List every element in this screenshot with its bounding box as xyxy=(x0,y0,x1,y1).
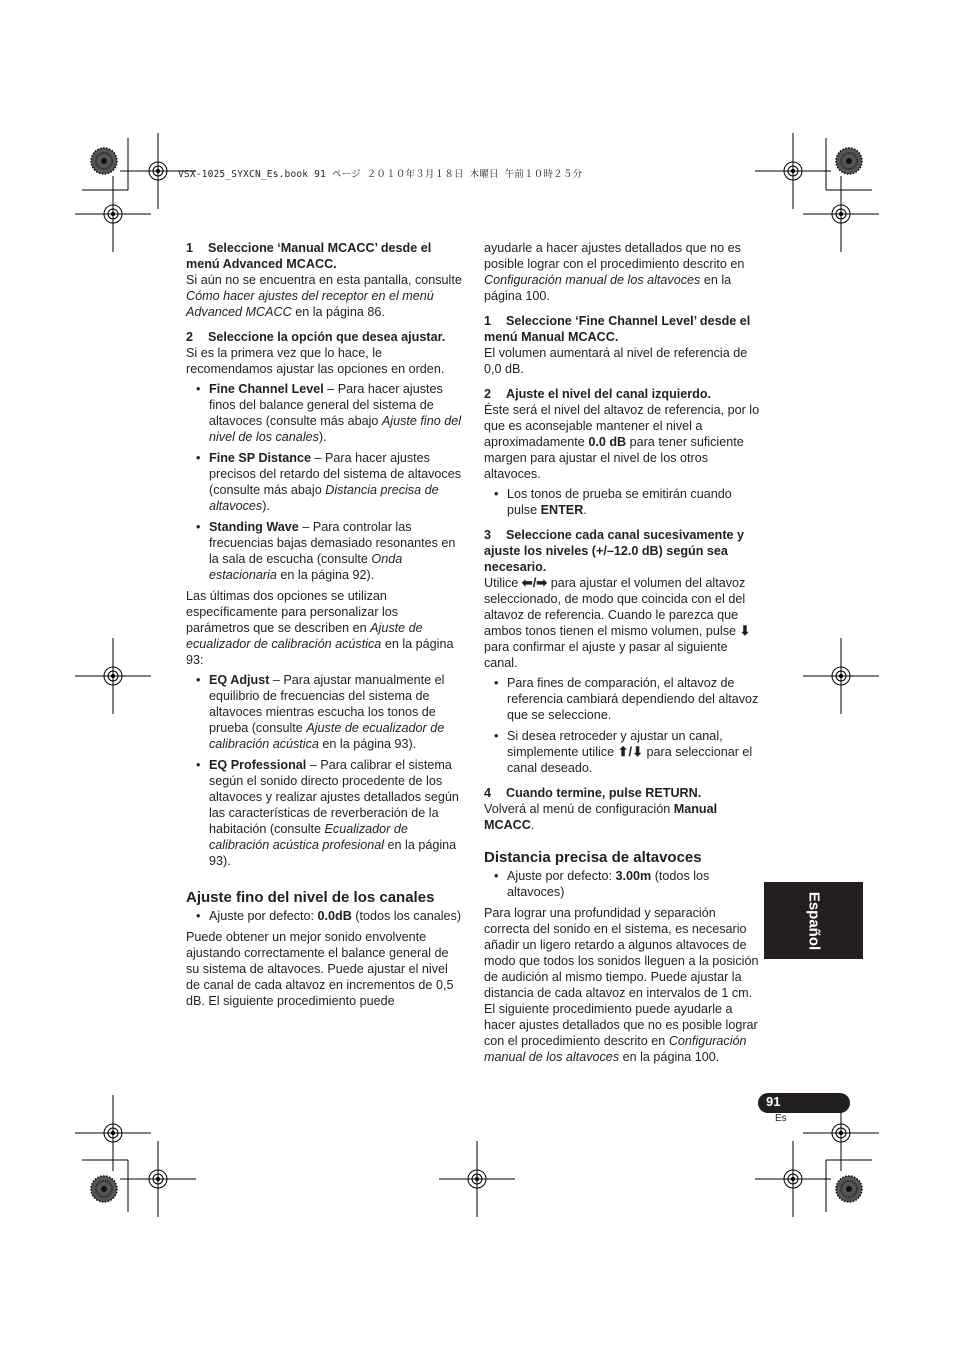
list-item: • Standing Wave – Para controlar las frecuencias bajas demasiado resonantes en la sala de escucha (consulte Onda estacionaria en la página 92). xyxy=(186,519,462,583)
left-right-arrow-icon: ⬅/➡ xyxy=(521,575,548,590)
fine-step-4-heading: 4 Cuando termine, pulse RETURN. xyxy=(484,786,702,800)
continued-paragraph: ayudarle a hacer ajustes detallados que no es posible lograr con el procedimiento descrito en Configuración manual de los altavoces en la página 100. xyxy=(484,241,745,303)
page-language-code: Es xyxy=(775,1113,787,1124)
option-list xyxy=(186,381,462,583)
step-2-heading: 2 Seleccione la opción que desea ajustar. xyxy=(186,330,446,344)
list-item: • Para fines de comparación, el altavoz de referencia cambiará dependiendo del altavoz que se seleccione. xyxy=(484,675,760,723)
fine-step-3-notes xyxy=(484,675,760,776)
list-item: • Ajuste por defecto: 0.0dB (todos los canales) xyxy=(186,908,462,924)
fine-step-1-heading: 1 Seleccione ‘Fine Channel Level’ desde el menú Manual MCACC. xyxy=(484,314,751,344)
language-tab xyxy=(764,882,863,959)
default-setting xyxy=(186,908,462,924)
fine-level-paragraph: Puede obtener un mejor sonido envolvente ajustando correctamente el balance general de su sistema de altavoces. Puede ajustar el nivel de canal de cada altavoz en incrementos de 0,5 dB. El siguiente procedimiento puede xyxy=(186,930,454,1008)
eq-intro-paragraph: Las últimas dos opciones se utilizan específicamente para personalizar los parámetros que se describen en Ajuste de ecualizador de calibración acústica en la página 93: xyxy=(186,589,454,667)
section-heading-fine-level: Ajuste fino del nivel de los canales xyxy=(186,889,435,906)
fine-step-2-notes xyxy=(484,486,760,518)
list-item: • Si desea retroceder y ajustar un canal, simplemente utilice ⬆/⬇ para seleccionar el canal deseado. xyxy=(484,728,760,776)
fine-step-2-heading: 2 Ajuste el nivel del canal izquierdo. xyxy=(484,387,712,401)
page-number: 91 xyxy=(766,1094,781,1109)
left-column xyxy=(186,240,462,1009)
fine-step-3-text: Utilice ⬅/➡ para ajustar el volumen del altavoz seleccionado, de modo que coincida con el del altavoz de referencia. Cuando le parezca que ambos tonos tienen el mismo volumen, pulse ⬇ para confirmar el ajuste y pasar al siguiente canal. xyxy=(484,575,751,670)
list-item: • Fine SP Distance – Para hacer ajustes precisos del retardo del sistema de altavoces (consulte más abajo Distancia precisa de altavoces). xyxy=(186,450,462,514)
list-item: • Los tonos de prueba se emitirán cuando pulse ENTER. xyxy=(484,486,760,518)
page-number-badge xyxy=(758,1093,850,1113)
list-item: • Ajuste por defecto: 3.00m (todos los altavoces) xyxy=(484,868,760,900)
down-arrow-icon: ⬇ xyxy=(739,623,751,638)
list-item: • Fine Channel Level – Para hacer ajustes finos del balance general del sistema de altavoces (consulte más abajo Ajuste fino del nivel de los canales). xyxy=(186,381,462,445)
section-heading-speaker-distance: Distancia precisa de altavoces xyxy=(484,849,702,866)
fine-step-3-heading: 3 Seleccione cada canal sucesivamente y ajuste los niveles (+/–12.0 dB) según sea necesario. xyxy=(484,528,745,574)
step-1-text: Si aún no se encuentra en esta pantalla, consulte Cómo hacer ajustes del receptor en el menú Advanced MCACC en la página 86. xyxy=(186,273,462,319)
right-column xyxy=(484,240,760,1065)
step-1-heading: 1 Seleccione ‘Manual MCACC’ desde el menú Advanced MCACC. xyxy=(186,241,432,271)
fine-step-2-text: Éste será el nivel del altavoz de referencia, por lo que es aconsejable mantener el nivel a aproximadamente 0.0 dB para tener suficiente margen para ajustar el nivel de los otros altavoces. xyxy=(484,403,760,481)
eq-option-list xyxy=(186,672,462,869)
list-item: • EQ Professional – Para calibrar el sistema según el sonido directo procedente de los altavoces y realizar ajustes detallados según las características de reverberación de la habitación (consulte Ecualizador de calibración acústica profesional en la página 93). xyxy=(186,757,462,869)
fine-step-4-text: Volverá al menú de configuración Manual MCACC. xyxy=(484,802,718,832)
step-2-text: Si es la primera vez que lo hace, le recomendamos ajustar las opciones en orden. xyxy=(186,346,445,376)
language-label: Español xyxy=(805,891,822,950)
default-setting xyxy=(484,868,760,900)
speaker-distance-paragraph: Para lograr una profundidad y separación correcta del sonido en el sistema, es necesario añadir un ligero retardo a algunos altavoces de modo que todos los sonidos lleguen a la posición de audición al mismo tiempo. Puede ajustar la distancia de cada altavoz en intervalos de 1 cm. El siguiente procedimiento puede ayudarle a hacer ajustes detallados que no es posible lograr con el procedimiento descrito en Configuración manual de los altavoces en la página 100. xyxy=(484,906,759,1064)
fine-step-1-text: El volumen aumentará al nivel de referencia de 0,0 dB. xyxy=(484,346,748,376)
running-head: VSX-1025_SYXCN_Es.book 91 ページ ２０１０年３月１８日 木曜日 午前１０時２５分 xyxy=(178,169,583,180)
list-item: • EQ Adjust – Para ajustar manualmente el equilibrio de frecuencias del sistema de altavoces mientras escucha los tonos de prueba (consulte Ajuste de ecualizador de calibración acústica en la página 93). xyxy=(186,672,462,752)
up-down-arrow-icon: ⬆/⬇ xyxy=(617,744,643,759)
